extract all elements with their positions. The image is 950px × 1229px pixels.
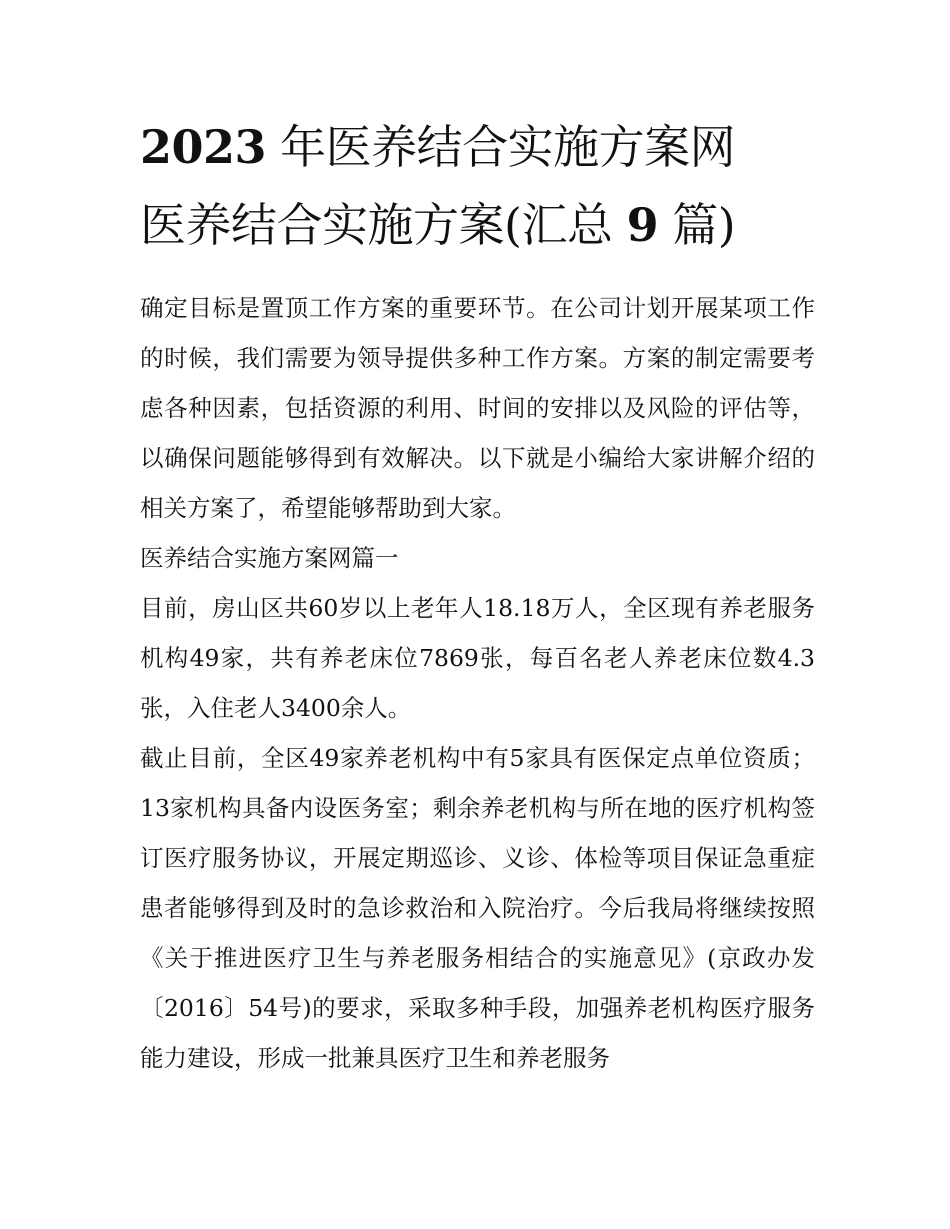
progress-paragraph: 截止目前，全区49家养老机构中有5家具有医保定点单位资质；13家机构具备内设医务室；剩余养老机构与所在地的医疗机构签订医疗服务协议，开展定期巡诊、义诊、体检等项目保证急重症患者能够得到及时的急诊救治和入院治疗。今后我局将继续按照《关于推进医疗卫生与养老服务相结合的实施意见》(京政办发〔2016〕54号)的要求，采取多种手段，加强养老机构医疗服务能力建设，形成一批兼具医疗卫生和养老服务 xyxy=(140,744,815,1072)
document-body xyxy=(140,283,815,1083)
title-count: 9 xyxy=(626,198,659,252)
title-line-2-prefix: 医养结合实施方案(汇总 xyxy=(140,198,613,252)
intro-paragraph: 确定目标是置顶工作方案的重要环节。在公司计划开展某项工作的时候，我们需要为领导提供多种工作方案。方案的制定需要考虑各种因素，包括资源的利用、时间的安排以及风险的评估等，以确保问题能够得到有效解决。以下就是小编给大家讲解介绍的相关方案了，希望能够帮助到大家。 xyxy=(140,294,815,522)
section-heading: 医养结合实施方案网篇一 xyxy=(140,544,399,572)
document-title-line-1 xyxy=(140,120,820,174)
statistics-paragraph: 目前，房山区共60岁以上老年人18.18万人，全区现有养老服务机构49家，共有养老床位7869张，每百名老人养老床位数4.3张，入住老人3400余人。 xyxy=(140,594,815,722)
title-line-1-text: 年医养结合实施方案网 xyxy=(280,120,736,174)
document-title-line-2 xyxy=(140,198,820,252)
title-year: 2023 xyxy=(140,120,267,174)
title-line-2-suffix: 篇) xyxy=(672,198,736,252)
